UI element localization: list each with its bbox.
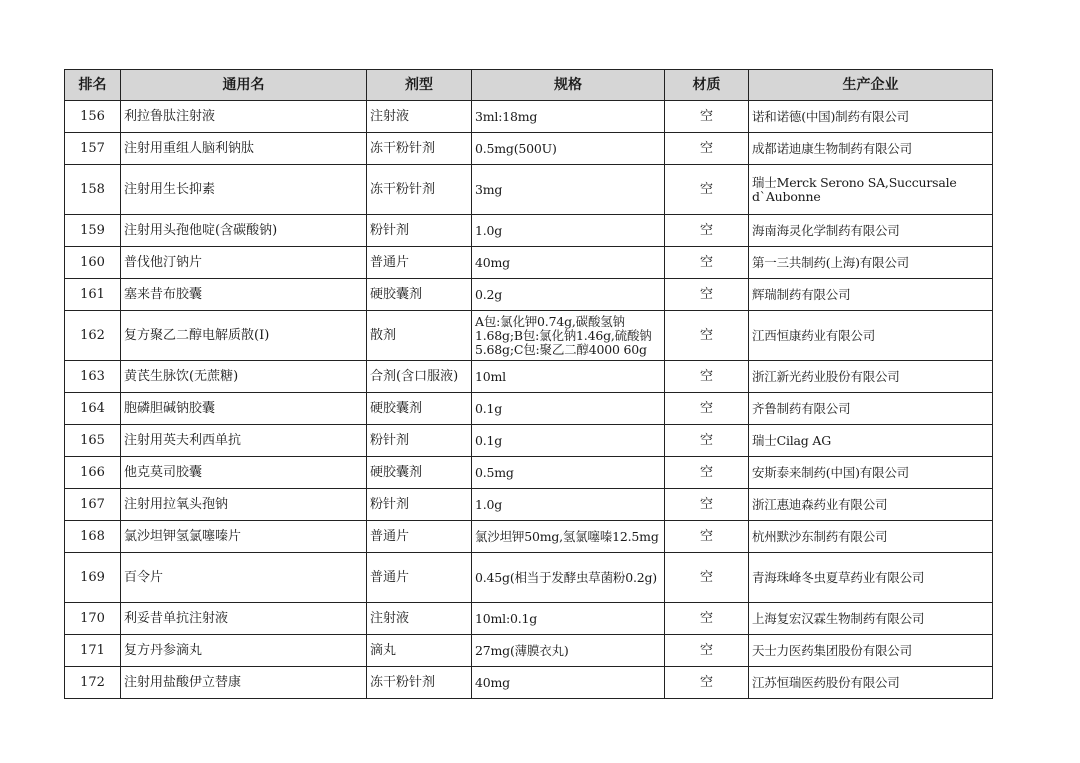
cell-material: 空 xyxy=(665,247,749,279)
cell-manufacturer: 诺和诺德(中国)制药有限公司 xyxy=(749,101,993,133)
cell-dosage-form: 冻干粉针剂 xyxy=(367,165,472,215)
cell-generic-name: 百令片 xyxy=(121,553,367,603)
cell-dosage-form: 注射液 xyxy=(367,101,472,133)
cell-rank: 161 xyxy=(65,279,121,311)
table-row xyxy=(65,361,993,393)
cell-manufacturer: 天士力医药集团股份有限公司 xyxy=(749,635,993,667)
cell-specification: 10ml:0.1g xyxy=(472,603,665,635)
table-row xyxy=(65,133,993,165)
cell-specification: 10ml xyxy=(472,361,665,393)
cell-generic-name: 利拉鲁肽注射液 xyxy=(121,101,367,133)
cell-generic-name: 氯沙坦钾氢氯噻嗪片 xyxy=(121,521,367,553)
cell-manufacturer: 瑞士Merck Serono SA,Succursale d`Aubonne xyxy=(749,165,993,215)
cell-specification: 3mg xyxy=(472,165,665,215)
table-row xyxy=(65,311,993,361)
cell-generic-name: 复方聚乙二醇电解质散(Ⅰ) xyxy=(121,311,367,361)
cell-material: 空 xyxy=(665,553,749,603)
table-row xyxy=(65,553,993,603)
table-body xyxy=(65,101,993,699)
table-row xyxy=(65,165,993,215)
cell-rank: 164 xyxy=(65,393,121,425)
cell-generic-name: 注射用盐酸伊立替康 xyxy=(121,667,367,699)
cell-dosage-form: 硬胶囊剂 xyxy=(367,279,472,311)
cell-specification: 0.45g(相当于发酵虫草菌粉0.2g) xyxy=(472,553,665,603)
cell-specification: 40mg xyxy=(472,247,665,279)
cell-generic-name: 黄芪生脉饮(无蔗糖) xyxy=(121,361,367,393)
cell-manufacturer: 辉瑞制药有限公司 xyxy=(749,279,993,311)
cell-specification: 0.1g xyxy=(472,425,665,457)
cell-manufacturer: 江西恒康药业有限公司 xyxy=(749,311,993,361)
cell-generic-name: 复方丹参滴丸 xyxy=(121,635,367,667)
cell-specification: 0.2g xyxy=(472,279,665,311)
cell-specification: 27mg(薄膜衣丸) xyxy=(472,635,665,667)
cell-dosage-form: 粉针剂 xyxy=(367,425,472,457)
table-row xyxy=(65,667,993,699)
cell-manufacturer: 青海珠峰冬虫夏草药业有限公司 xyxy=(749,553,993,603)
cell-dosage-form: 粉针剂 xyxy=(367,215,472,247)
cell-material: 空 xyxy=(665,425,749,457)
cell-material: 空 xyxy=(665,165,749,215)
cell-dosage-form: 普通片 xyxy=(367,521,472,553)
cell-manufacturer: 安斯泰来制药(中国)有限公司 xyxy=(749,457,993,489)
cell-dosage-form: 冻干粉针剂 xyxy=(367,667,472,699)
cell-manufacturer: 第一三共制药(上海)有限公司 xyxy=(749,247,993,279)
table-row xyxy=(65,215,993,247)
cell-dosage-form: 合剂(含口服液) xyxy=(367,361,472,393)
cell-manufacturer: 齐鲁制药有限公司 xyxy=(749,393,993,425)
cell-dosage-form: 硬胶囊剂 xyxy=(367,457,472,489)
cell-specification: A包:氯化钾0.74g,碳酸氢钠1.68g;B包:氯化钠1.46g,硫酸钠5.68g;C包:聚乙二醇4000 60g xyxy=(472,311,665,361)
cell-specification: 0.1g xyxy=(472,393,665,425)
cell-rank: 163 xyxy=(65,361,121,393)
drug-ranking-table xyxy=(64,69,993,699)
cell-rank: 169 xyxy=(65,553,121,603)
cell-dosage-form: 散剂 xyxy=(367,311,472,361)
cell-material: 空 xyxy=(665,361,749,393)
table-row xyxy=(65,279,993,311)
table-row xyxy=(65,425,993,457)
header-row xyxy=(65,70,993,101)
cell-material: 空 xyxy=(665,101,749,133)
cell-specification: 40mg xyxy=(472,667,665,699)
cell-rank: 160 xyxy=(65,247,121,279)
table-row xyxy=(65,489,993,521)
cell-generic-name: 普伐他汀钠片 xyxy=(121,247,367,279)
table-row xyxy=(65,603,993,635)
cell-rank: 168 xyxy=(65,521,121,553)
cell-rank: 165 xyxy=(65,425,121,457)
cell-material: 空 xyxy=(665,603,749,635)
cell-rank: 172 xyxy=(65,667,121,699)
table-row xyxy=(65,247,993,279)
cell-material: 空 xyxy=(665,215,749,247)
table-header xyxy=(65,70,993,101)
cell-material: 空 xyxy=(665,393,749,425)
cell-dosage-form: 滴丸 xyxy=(367,635,472,667)
cell-generic-name: 注射用拉氧头孢钠 xyxy=(121,489,367,521)
cell-generic-name: 利妥昔单抗注射液 xyxy=(121,603,367,635)
table-row xyxy=(65,521,993,553)
table-row xyxy=(65,393,993,425)
cell-material: 空 xyxy=(665,667,749,699)
header-manufacturer: 生产企业 xyxy=(749,70,993,101)
cell-dosage-form: 普通片 xyxy=(367,553,472,603)
cell-dosage-form: 硬胶囊剂 xyxy=(367,393,472,425)
cell-manufacturer: 杭州默沙东制药有限公司 xyxy=(749,521,993,553)
cell-rank: 171 xyxy=(65,635,121,667)
table-row xyxy=(65,101,993,133)
cell-specification: 0.5mg(500U) xyxy=(472,133,665,165)
cell-manufacturer: 浙江惠迪森药业有限公司 xyxy=(749,489,993,521)
cell-rank: 159 xyxy=(65,215,121,247)
header-specification: 规格 xyxy=(472,70,665,101)
cell-generic-name: 注射用英夫利西单抗 xyxy=(121,425,367,457)
cell-rank: 166 xyxy=(65,457,121,489)
cell-specification: 1.0g xyxy=(472,215,665,247)
cell-material: 空 xyxy=(665,489,749,521)
header-material: 材质 xyxy=(665,70,749,101)
cell-material: 空 xyxy=(665,635,749,667)
cell-manufacturer: 江苏恒瑞医药股份有限公司 xyxy=(749,667,993,699)
cell-dosage-form: 粉针剂 xyxy=(367,489,472,521)
cell-material: 空 xyxy=(665,279,749,311)
cell-generic-name: 塞来昔布胶囊 xyxy=(121,279,367,311)
cell-material: 空 xyxy=(665,133,749,165)
cell-rank: 157 xyxy=(65,133,121,165)
cell-manufacturer: 成都诺迪康生物制药有限公司 xyxy=(749,133,993,165)
header-dosage-form: 剂型 xyxy=(367,70,472,101)
cell-manufacturer: 瑞士Cilag AG xyxy=(749,425,993,457)
cell-rank: 170 xyxy=(65,603,121,635)
cell-rank: 167 xyxy=(65,489,121,521)
cell-dosage-form: 冻干粉针剂 xyxy=(367,133,472,165)
cell-rank: 156 xyxy=(65,101,121,133)
header-generic-name: 通用名 xyxy=(121,70,367,101)
cell-generic-name: 注射用头孢他啶(含碳酸钠) xyxy=(121,215,367,247)
cell-manufacturer: 上海复宏汉霖生物制药有限公司 xyxy=(749,603,993,635)
table-row xyxy=(65,635,993,667)
cell-generic-name: 胞磷胆碱钠胶囊 xyxy=(121,393,367,425)
cell-manufacturer: 浙江新光药业股份有限公司 xyxy=(749,361,993,393)
cell-generic-name: 他克莫司胶囊 xyxy=(121,457,367,489)
cell-generic-name: 注射用重组人脑利钠肽 xyxy=(121,133,367,165)
cell-dosage-form: 注射液 xyxy=(367,603,472,635)
cell-generic-name: 注射用生长抑素 xyxy=(121,165,367,215)
cell-specification: 1.0g xyxy=(472,489,665,521)
cell-rank: 162 xyxy=(65,311,121,361)
header-rank: 排名 xyxy=(65,70,121,101)
cell-specification: 0.5mg xyxy=(472,457,665,489)
cell-rank: 158 xyxy=(65,165,121,215)
cell-material: 空 xyxy=(665,521,749,553)
table-row xyxy=(65,457,993,489)
cell-material: 空 xyxy=(665,311,749,361)
cell-dosage-form: 普通片 xyxy=(367,247,472,279)
cell-manufacturer: 海南海灵化学制药有限公司 xyxy=(749,215,993,247)
cell-specification: 氯沙坦钾50mg,氢氯噻嗪12.5mg xyxy=(472,521,665,553)
cell-specification: 3ml:18mg xyxy=(472,101,665,133)
cell-material: 空 xyxy=(665,457,749,489)
